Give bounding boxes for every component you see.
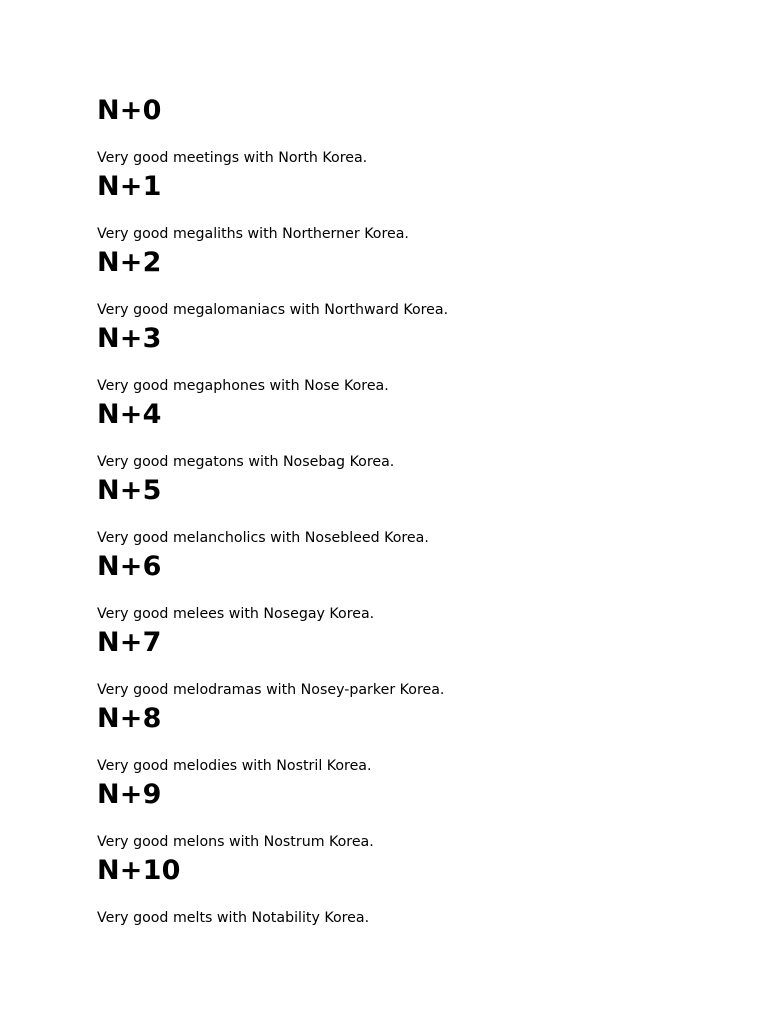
entry-n4 [97,396,737,472]
entry-n8 [97,700,737,776]
document-page [97,92,737,928]
entry-n2 [97,244,737,320]
entry-heading: N+5 [97,475,162,506]
entry-n10 [97,852,737,928]
entry-sentence: Very good melancholics with Nosebleed Korea. [97,530,429,546]
entry-heading: N+1 [97,171,162,202]
entry-sentence: Very good melts with Notability Korea. [97,910,370,926]
entry-sentence: Very good megalomaniacs with Northward Korea. [97,302,449,318]
entry-n5 [97,472,737,548]
entry-sentence: Very good meetings with North Korea. [97,150,368,166]
entry-n0 [97,92,737,168]
entry-heading: N+6 [97,551,162,582]
entry-sentence: Very good megaliths with Northerner Korea. [97,226,409,242]
entry-heading: N+8 [97,703,162,734]
entry-sentence: Very good melodies with Nostril Korea. [97,758,372,774]
entry-sentence: Very good melodramas with Nosey-parker Korea. [97,682,445,698]
entry-n7 [97,624,737,700]
entry-n1 [97,168,737,244]
entry-heading: N+10 [97,855,181,886]
entry-sentence: Very good megaphones with Nose Korea. [97,378,389,394]
entry-heading: N+4 [97,399,162,430]
entry-sentence: Very good melees with Nosegay Korea. [97,606,375,622]
entry-heading: N+0 [97,95,162,126]
entry-n3 [97,320,737,396]
entry-heading: N+2 [97,247,162,278]
entry-heading: N+3 [97,323,162,354]
entry-sentence: Very good megatons with Nosebag Korea. [97,454,395,470]
entry-heading: N+9 [97,779,162,810]
entry-n6 [97,548,737,624]
entry-heading: N+7 [97,627,162,658]
entry-sentence: Very good melons with Nostrum Korea. [97,834,374,850]
entry-n9 [97,776,737,852]
